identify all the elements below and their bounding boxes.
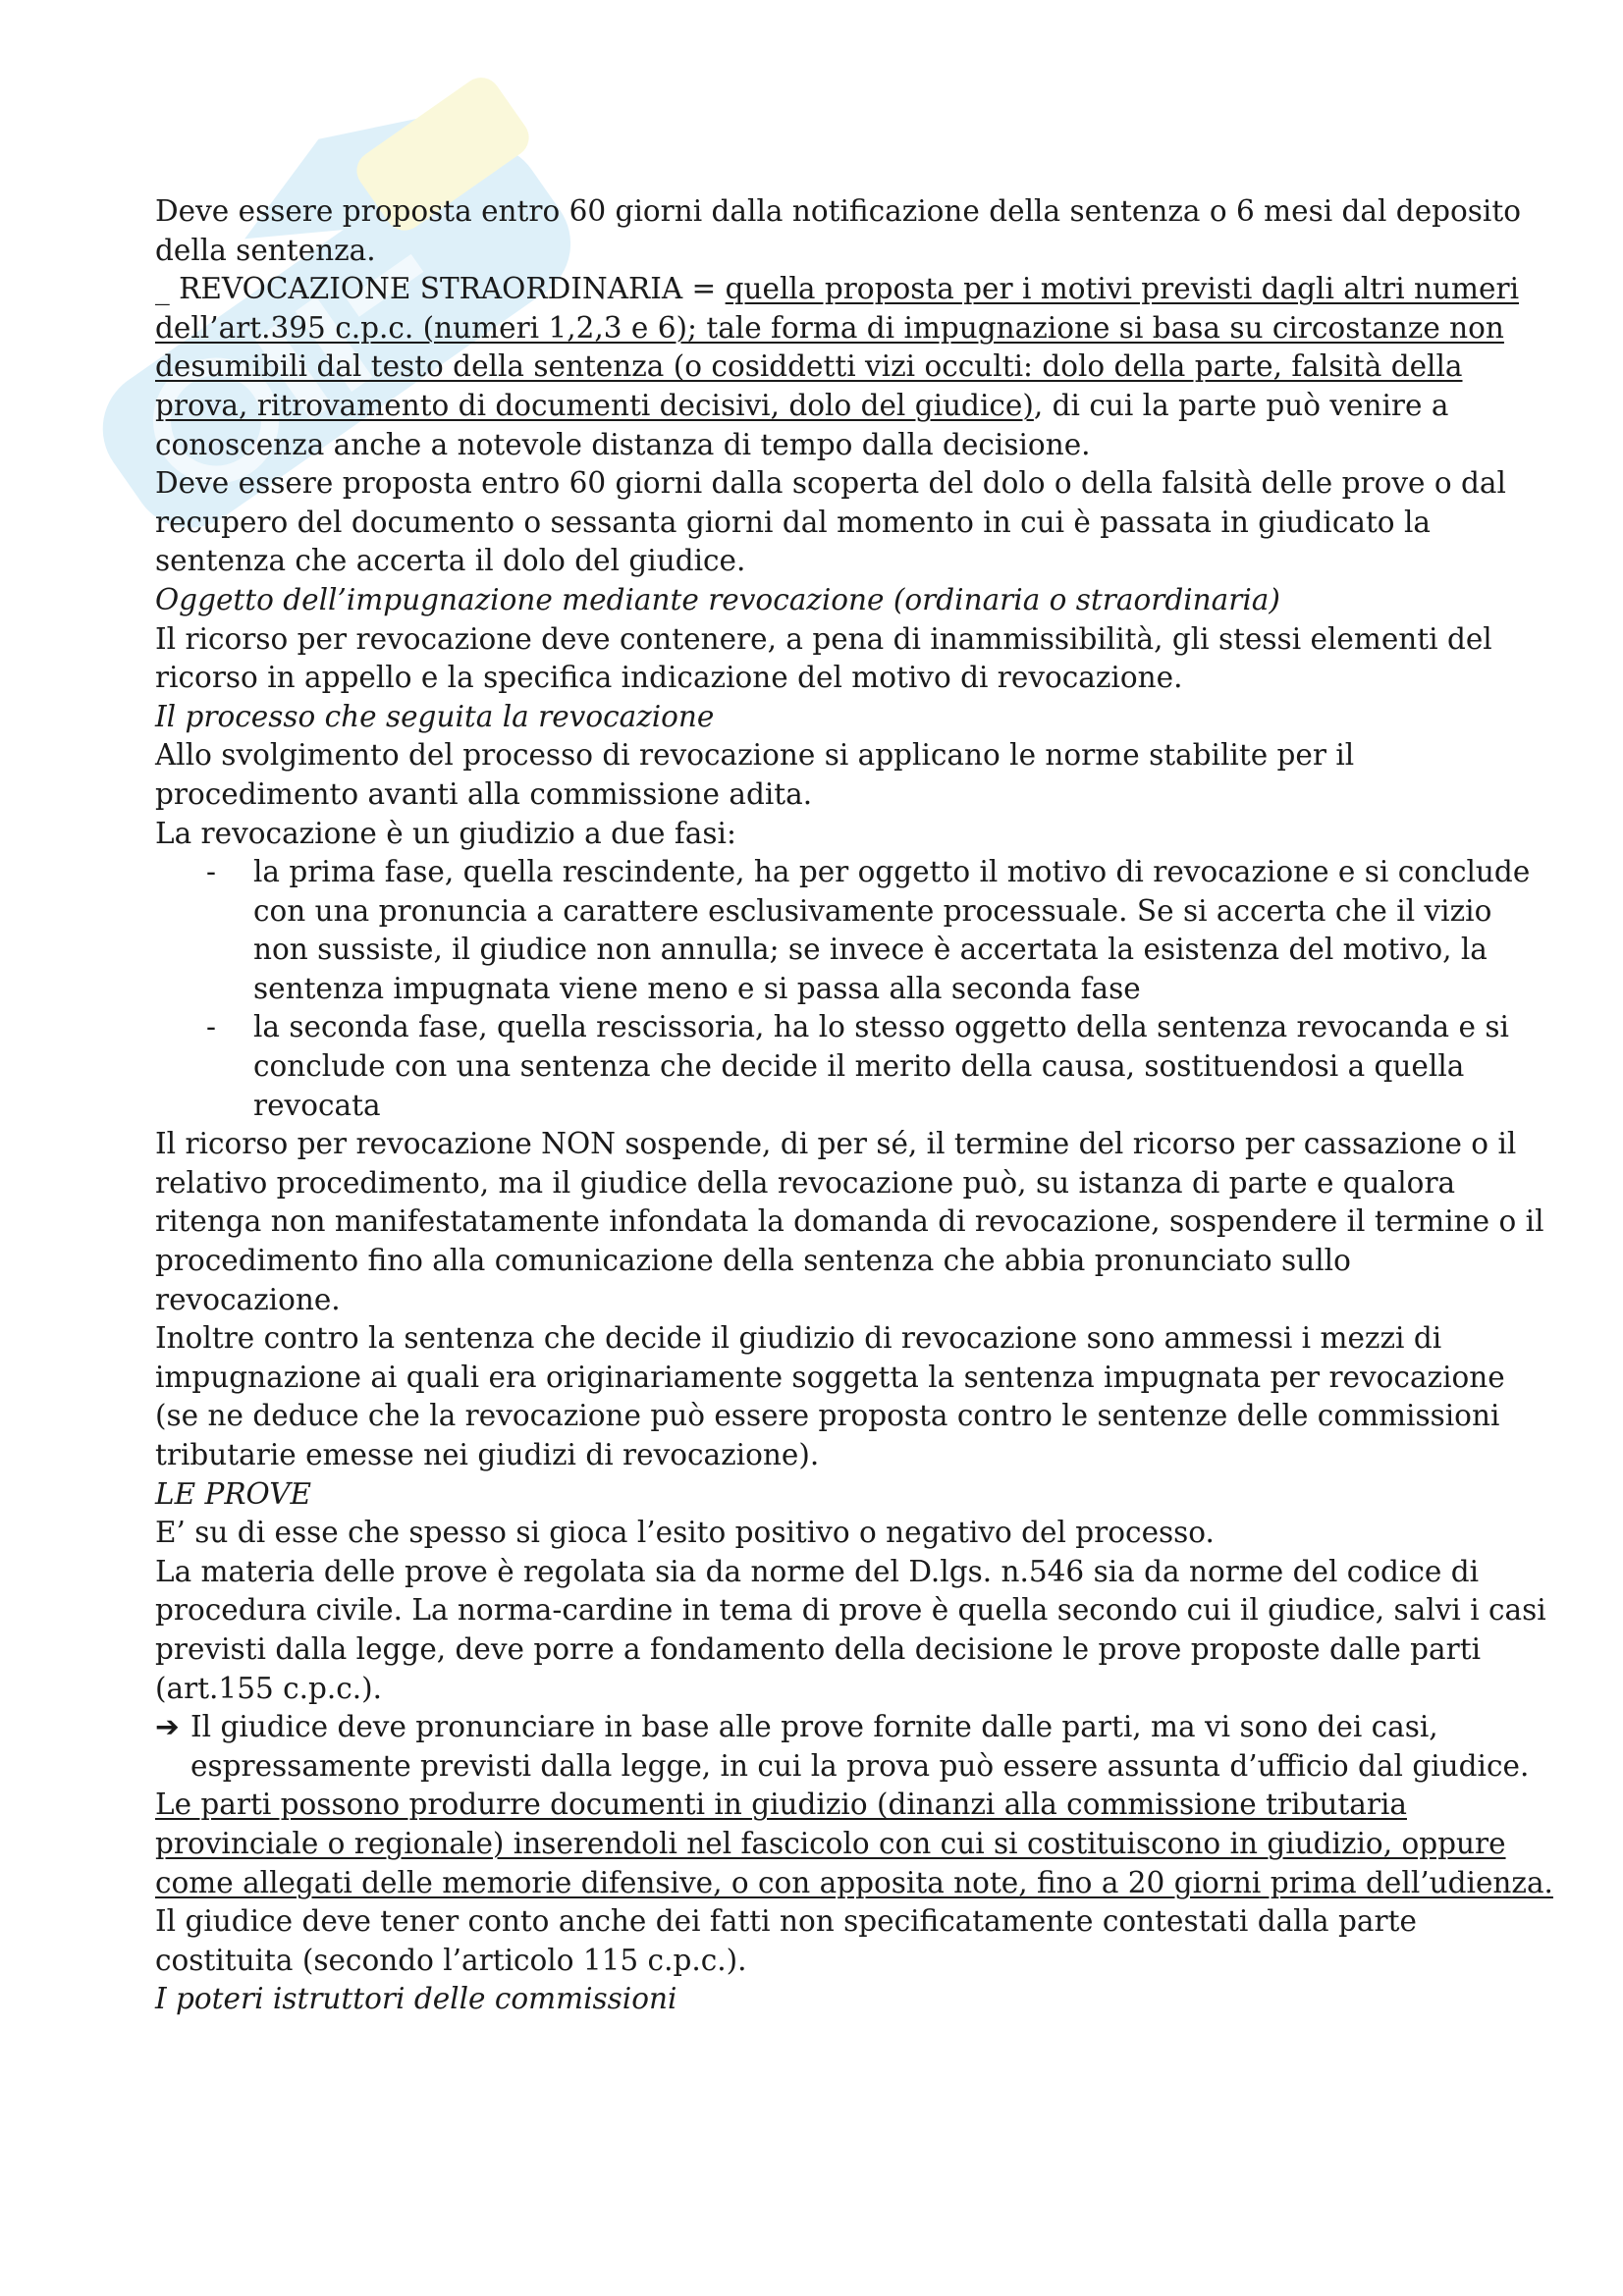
text-line (155, 387, 1490, 426)
text-line: Deve essere proposta entro 60 giorni dalla notificazione della sentenza o 6 mesi dal deposito (155, 194, 1521, 228)
text-line: tributarie emesse nei giudizi di revocazione). (155, 1438, 820, 1471)
text-line: Il giudice deve tener conto anche dei fatti non specificatamente contestati dalla parte (155, 1904, 1417, 1939)
text-line: costituita (secondo l’articolo 115 c.p.c.). (155, 1943, 747, 1977)
text-line: La revocazione è un giudizio a due fasi: (155, 816, 736, 850)
text-line: sentenza che accerta il dolo del giudice. (155, 544, 746, 578)
text-line: impugnazione ai quali era originariamente soggetta la sentenza impugnata per revocazione (155, 1360, 1505, 1394)
section-heading: I poteri istruttori delle commissioni (155, 1982, 677, 2016)
text-line: ritenga non manifestatamente infondata la domanda di revocazione, sospendere il termine o il (155, 1204, 1544, 1239)
text-line: Il ricorso per revocazione NON sospende, di per sé, il termine del ricorso per cassazione o il (155, 1127, 1517, 1161)
text-line: (se ne deduce che la revocazione può essere proposta contro le sentenze delle commissioni (155, 1399, 1500, 1433)
text-line: Deve essere proposta entro 60 giorni dalla scoperta del dolo o della falsità delle prove o dal (155, 466, 1506, 501)
list-item (155, 1008, 1509, 1125)
section-heading: Oggetto dell’impugnazione mediante revocazione (ordinaria o straordinaria) (155, 582, 1280, 616)
underlined-text: come allegati delle memorie difensive, o con apposita note, fino a 20 giorni prima dell’udienza. (155, 1865, 1553, 1899)
text-line: La materia delle prove è regolata sia da norme del D.lgs. n.546 sia da norme del codice di (155, 1554, 1480, 1588)
arrow-list-item (155, 1708, 1530, 1786)
text-span: , di cui la parte può venire a (1033, 388, 1449, 422)
text-line: revocata (253, 1088, 381, 1122)
underlined-text: Le parti possono produrre documenti in giudizio (dinanzi alla commissione tributaria (155, 1788, 1407, 1822)
text-line: procedimento avanti alla commissione adita. (155, 776, 813, 811)
text-line: la seconda fase, quella rescissoria, ha lo stesso oggetto della sentenza revocanda e si (253, 1010, 1509, 1044)
section-heading: Il processo che seguita la revocazione (155, 699, 715, 733)
list-item (155, 853, 1531, 1008)
text-line: non sussiste, il giudice non annulla; se invece è accertata la esistenza del motivo, la (253, 933, 1488, 967)
text-line: con una pronuncia a carattere esclusivamente processuale. Se si accerta che il vizio (253, 893, 1492, 928)
document-page (155, 192, 1553, 2019)
text-line: espressamente previsti dalla legge, in cui la prova può essere assunta d’ufficio dal giudice. (190, 1748, 1530, 1783)
text-line: procedimento fino alla comunicazione della sentenza che abbia pronunciato sullo (155, 1244, 1351, 1278)
text-line: ricorso in appello e la specifica indicazione del motivo di revocazione. (155, 661, 1183, 695)
text-line: conclude con una sentenza che decide il merito della causa, sostituendosi a quella (253, 1049, 1465, 1084)
text-line: Allo svolgimento del processo di revocazione si applicano le norme stabilite per il (155, 738, 1355, 773)
underlined-text: provinciale o regionale) inserendoli nel fascicolo con cui si costituiscono in giudizio, oppure (155, 1826, 1506, 1860)
text-line: previsti dalla legge, deve porre a fondamento della decisione le prove proposte dalle parti (155, 1631, 1482, 1666)
text-line: (art.155 c.p.c.). (155, 1671, 383, 1705)
underlined-text: desumibili dal testo della sentenza (o cosiddetti vizi occulti: dolo della parte, falsità della (155, 349, 1463, 384)
text-line: relativo procedimento, ma il giudice della revocazione può, su istanza di parte e qualora (155, 1165, 1456, 1200)
arrow-right-icon: ➔ (155, 1710, 180, 1744)
text-line: la prima fase, quella rescindente, ha per oggetto il motivo di revocazione e si conclude (253, 855, 1531, 889)
text-line: recupero del documento o sessanta giorni dal momento in cui è passata in giudicato la (155, 505, 1431, 539)
section-heading: LE PROVE (155, 1476, 312, 1511)
underlined-text: prova, ritrovamento di documenti decisivi, dolo del giudice) (155, 388, 1034, 422)
bullet-dash: - (206, 855, 216, 889)
text-line: della sentenza. (155, 233, 376, 267)
text-line: Il giudice deve pronunciare in base alle prove fornite dalle parti, ma vi sono dei casi, (190, 1710, 1438, 1744)
text-line: Il ricorso per revocazione deve contenere, a pena di inammissibilità, gli stessi elementi del (155, 621, 1492, 656)
text-line: sentenza impugnata viene meno e si passa alla seconda fase (253, 971, 1141, 1005)
text-line: conoscenza anche a notevole distanza di tempo dalla decisione. (155, 427, 1091, 461)
text-line (155, 270, 1520, 309)
bullet-dash: - (206, 1010, 216, 1044)
text-line: revocazione. (155, 1282, 341, 1316)
underlined-text: dell’art.395 c.p.c. (numeri 1,2,3 e 6); tale forma di impugnazione si basa su circostanze non (155, 310, 1504, 345)
heading-revocazione-straordinaria: _ REVOCAZIONE STRAORDINARIA = (155, 272, 726, 306)
text-line: Inoltre contro la sentenza che decide il giudizio di revocazione sono ammessi i mezzi di (155, 1321, 1442, 1356)
text-line: procedura civile. La norma-cardine in tema di prove è quella secondo cui il giudice, salvi i casi (155, 1593, 1546, 1628)
text-line: E’ su di esse che spesso si gioca l’esito positivo o negativo del processo. (155, 1516, 1215, 1550)
underlined-text: quella proposta per i motivi previsti dagli altri numeri (725, 272, 1520, 306)
